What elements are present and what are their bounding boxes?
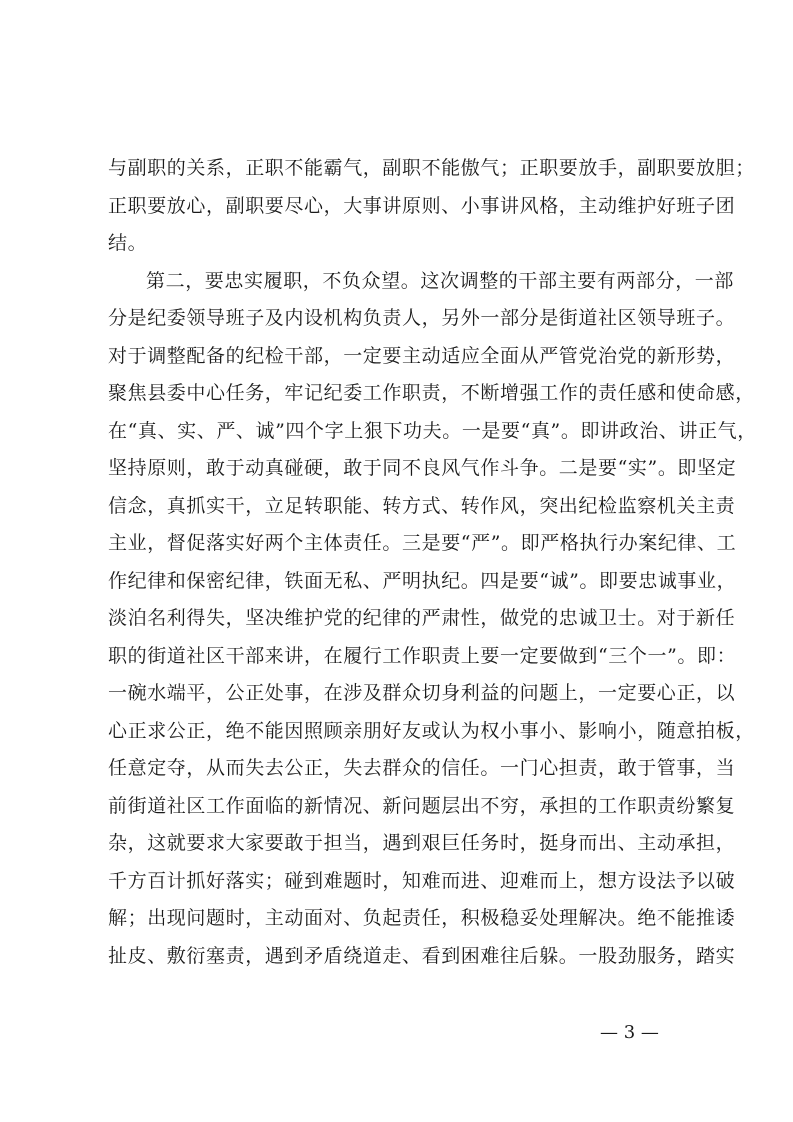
text-line: 前街道社区工作面临的新情况、新问题层出不穷，承担的工作职责纷繁复 (108, 794, 736, 817)
paragraph-start-line: 第二，要忠实履职，不负众望。这次调整的干部主要有两部分，一部 (146, 269, 735, 292)
text-line: 分是纪委领导班子及内设机构负责人，另外一部分是街道社区领导班子。 (108, 307, 736, 329)
page-number: — 3 — (600, 1022, 659, 1043)
text-line: 聚焦县委中心任务，牢记纪委工作职责，不断增强工作的责任感和使命感， (108, 382, 755, 404)
text-line: 职的街道社区干部来讲，在履行工作职责上要一定要做到“三个一”。即： (108, 644, 737, 667)
text-line: 对于调整配备的纪检干部，一定要主动适应全面从严管党治党的新形势， (108, 344, 736, 367)
text-line: 与副职的关系，正职不能霸气，副职不能傲气；正职要放手，副职要放胆； (108, 157, 755, 179)
text-line: 结。 (108, 232, 148, 254)
text-line: 心正求公正，绝不能因照顾亲朋好友或认为权小事小、影响小，随意拍板， (108, 719, 755, 742)
text-line: 淡泊名利得失，坚决维护党的纪律的严肃性，做党的忠诚卫士。对于新任 (108, 607, 736, 629)
text-line: 扯皮、敷衍塞责，遇到矛盾绕道走、看到困难往后躲。一股劲服务，踏实 (108, 944, 736, 967)
text-line: 主业，督促落实好两个主体责任。三是要“严”。即严格执行办案纪律、工 (108, 532, 737, 554)
text-line: 在“真、实、严、诚”四个字上狠下功夫。一是要“真”。即讲政治、讲正气， (108, 419, 757, 442)
text-line: 杂，这就要求大家要敢于担当，遇到艰巨任务时，挺身而出、主动承担， (108, 832, 736, 854)
text-line: 作纪律和保密纪律，铁面无私、严明执纪。四是要“诚”。即要忠诚事业， (108, 569, 737, 592)
text-line: 解；出现问题时，主动面对、负起责任，积极稳妥处理解决。绝不能推诿 (108, 907, 736, 929)
text-line: 一碗水端平，公正处事，在涉及群众切身利益的问题上，一定要心正，以 (108, 682, 736, 704)
text-line: 千方百计抓好落实；碰到难题时，知难而进、迎难而上，想方设法予以破 (108, 869, 736, 892)
text-line: 任意定夺，从而失去公正，失去群众的信任。一门心担责，敢于管事，当 (108, 757, 736, 779)
body-text (108, 150, 757, 975)
text-line: 正职要放心，副职要尽心，大事讲原则、小事讲风格，主动维护好班子团 (108, 194, 736, 217)
text-line: 坚持原则，敢于动真碰硬，敢于同不良风气作斗争。二是要“实”。即坚定 (108, 457, 737, 479)
text-line: 信念，真抓实干，立足转职能、转方式、转作风，突出纪检监察机关主责 (108, 494, 736, 517)
